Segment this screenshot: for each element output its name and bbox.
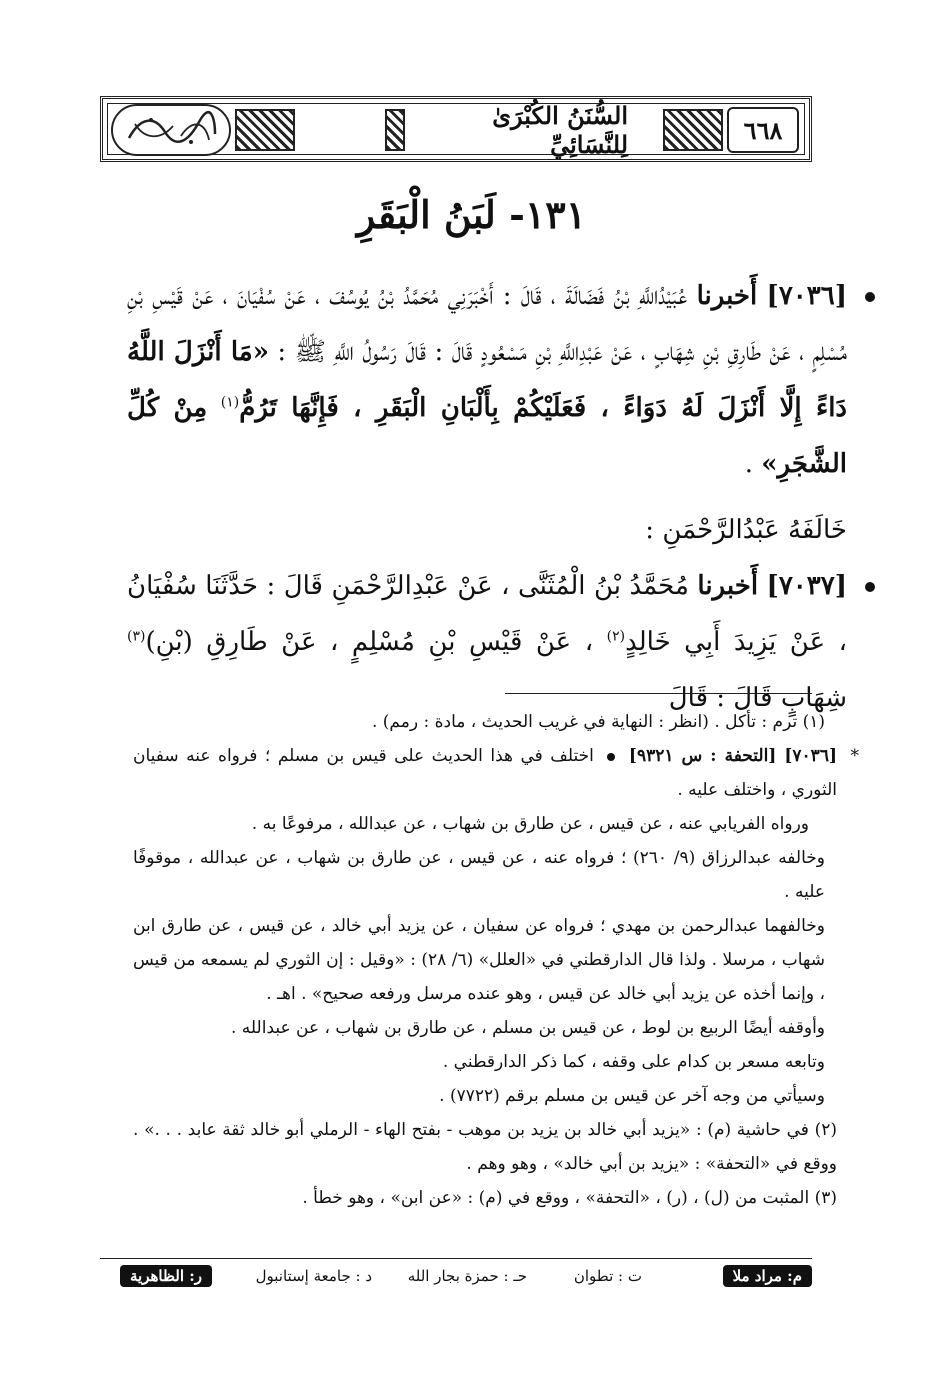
page-number: ٦٦٨ [727,107,799,153]
subheading: خَالَفَهُ عَبْدُالرَّحْمَنِ : [645,515,847,545]
bullet-icon [865,292,875,302]
footnote-3: (٣) المثبت من (ل) ، (ر) ، «التحفة» ، ووقع في (م) : «عن ابن» ، وهو خطأ . [302,1188,837,1208]
hadith-verb: أَخبرنا [697,571,759,601]
credit-r: ر: الظاهرية [120,1265,212,1287]
credit-t: ت : تطوان [573,1267,642,1285]
hadith-isnad: مُحَمَّدُ بْنُ الْمُثَنَّى ، عَنْ عَبْدِالرَّحْمَنِ قَالَ : حَدَّثَنَا سُفْيَانُ ، عَنْ يَزِيدَ أَبِي خَالِدٍ [127,571,848,657]
credit-m: م: مراد ملا [723,1265,812,1287]
takhrij-para-6: وتابعه مسعر بن كدام على وقفه ، كما ذكر الدارقطني . [442,1052,825,1072]
ornament-icon [235,109,295,151]
hadith-end: . [744,449,754,479]
hadith-number: [٧٠٣٦] [766,281,847,311]
footnote-divider [505,693,812,694]
chapter-title: ١٣١- لَبَنُ الْبَقَرِ [356,192,587,237]
hadith-7036 [127,268,847,492]
credits-divider [100,1258,812,1259]
ornament-icon [385,109,405,151]
takhrij-para-5: وأوقفه أيضًا الربيع بن لوط ، عن قيس بن مسلم ، عن طارق بن شهاب ، عن عبدالله . [231,1018,825,1038]
hadith-number: [٧٠٣٧] [766,571,848,601]
credit-d: د : جامعة إستانبول [255,1267,372,1285]
credit-h: حـ : حمزة بجار الله [407,1267,527,1285]
hadith-isnad: عُبَيْدُاللَّهِ بْنُ فَضَالَةَ ، قَالَ : أَخْبَرَنِي مُحَمَّدُ بْنُ يُوسُفَ ، عَنْ سُفْيَانَ ، عَنْ قَيْسِ بْنِ مُسْلِمٍ ، عَنْ طَارِقِ بْنِ شِهَابٍ ، عَنْ عَبْدِاللَّهِ بْنِ مَسْعُودٍ قَالَ : قَالَ رَسُولُ اللَّهِ ﷺ : [127,281,847,367]
hadith-verb: أَخبرنا [696,281,758,311]
running-header [100,96,812,162]
footnote-2: (٢) في حاشية (م) : «يزيد أبي خالد بن يزيد بن موهب - بفتح الهاء - الرملي أبو خالد ثقة عابد . . .» . ووقع في «التحفة» : «يزيد بن أبي خالد» ، وهو وهم . [133,1120,837,1174]
footnote-1: (١) ترم : تأكل . (انظر : النهاية في غريب الحديث ، مادة : رمم) . [371,712,825,732]
takhrij-block [133,739,859,807]
takhrij-para-2: ورواه الفريابي عنه ، عن قيس ، عن طارق بن شهاب ، عن عبدالله ، مرفوعًا به . [251,814,809,834]
hadith-isnad-2: ، عَنْ قَيْسِ بْنِ مُسْلِمٍ ، عَنْ طَارِقِ (بْنِ) [145,627,594,657]
takhrij-para-7: وسيأتي من وجه آخر عن قيس بن مسلم برقم (٧٧٢٢) . [439,1086,825,1106]
manuscript-credits [100,1263,812,1293]
takhrij-head: [٧٠٣٦] [التحفة : س ٩٣٢١] [628,746,837,766]
footnote-ref[interactable]: (٣) [127,628,146,645]
book-title: السُّنَنُ الكُبْرَىٰ لِلنَّسَائِيِّ [408,107,628,153]
takhrij-para-3: وخالفه عبدالرزاق (٩/ ٢٦٠) ؛ فرواه عنه ، عن قيس ، عن طارق بن شهاب ، عن عبدالله ، موقوفًا عليه . [133,848,825,902]
hadith-matn-end: مِنْ كُلِّ الشَّجَرِ» [127,393,847,479]
bullet-icon [607,753,615,761]
bullet-icon [865,582,875,592]
hadith-matn: «مَا أَنْزَلَ اللَّهُ دَاءً إِلَّا أَنْزَلَ لَهُ دَوَاءً ، فَعَلَيْكُمْ بِأَلْبَانِ الْبَقَرِ ، فَإِنَّهَا تَرُمُّ [127,337,848,423]
calligraphy-emblem-icon [111,104,231,156]
asterisk-icon: * [850,746,859,766]
footnotes [133,705,859,1215]
hadith-7037 [127,558,847,726]
hadith-isnad-3: شِهَابٍ قَالَ : قَالَ [668,683,847,713]
takhrij-para-4: وخالفهما عبدالرحمن بن مهدي ؛ فرواه عن سفيان ، عن يزيد أبي خالد ، عن قيس ، عن طارق ابن شهاب ، مرسلا . ولذا قال الدارقطني في «العلل» (٦/ ٢٨) : «وقيل : إن الثوري لم يسمعه من قيس ، وإنما أخذه عن يزيد أبي خالد عن قيس ، وهو عنده مرسل ورفعه صحيح» . اهـ . [133,916,826,1004]
footnote-ref[interactable]: (١) [220,394,240,411]
takhrij-first: اختلف في هذا الحديث على قيس بن مسلم ؛ فرواه عنه سفيان الثوري ، واختلف عليه . [133,746,837,800]
main-text [127,268,847,726]
footnote-ref[interactable]: (٢) [606,628,626,645]
ornament-icon [663,109,723,151]
